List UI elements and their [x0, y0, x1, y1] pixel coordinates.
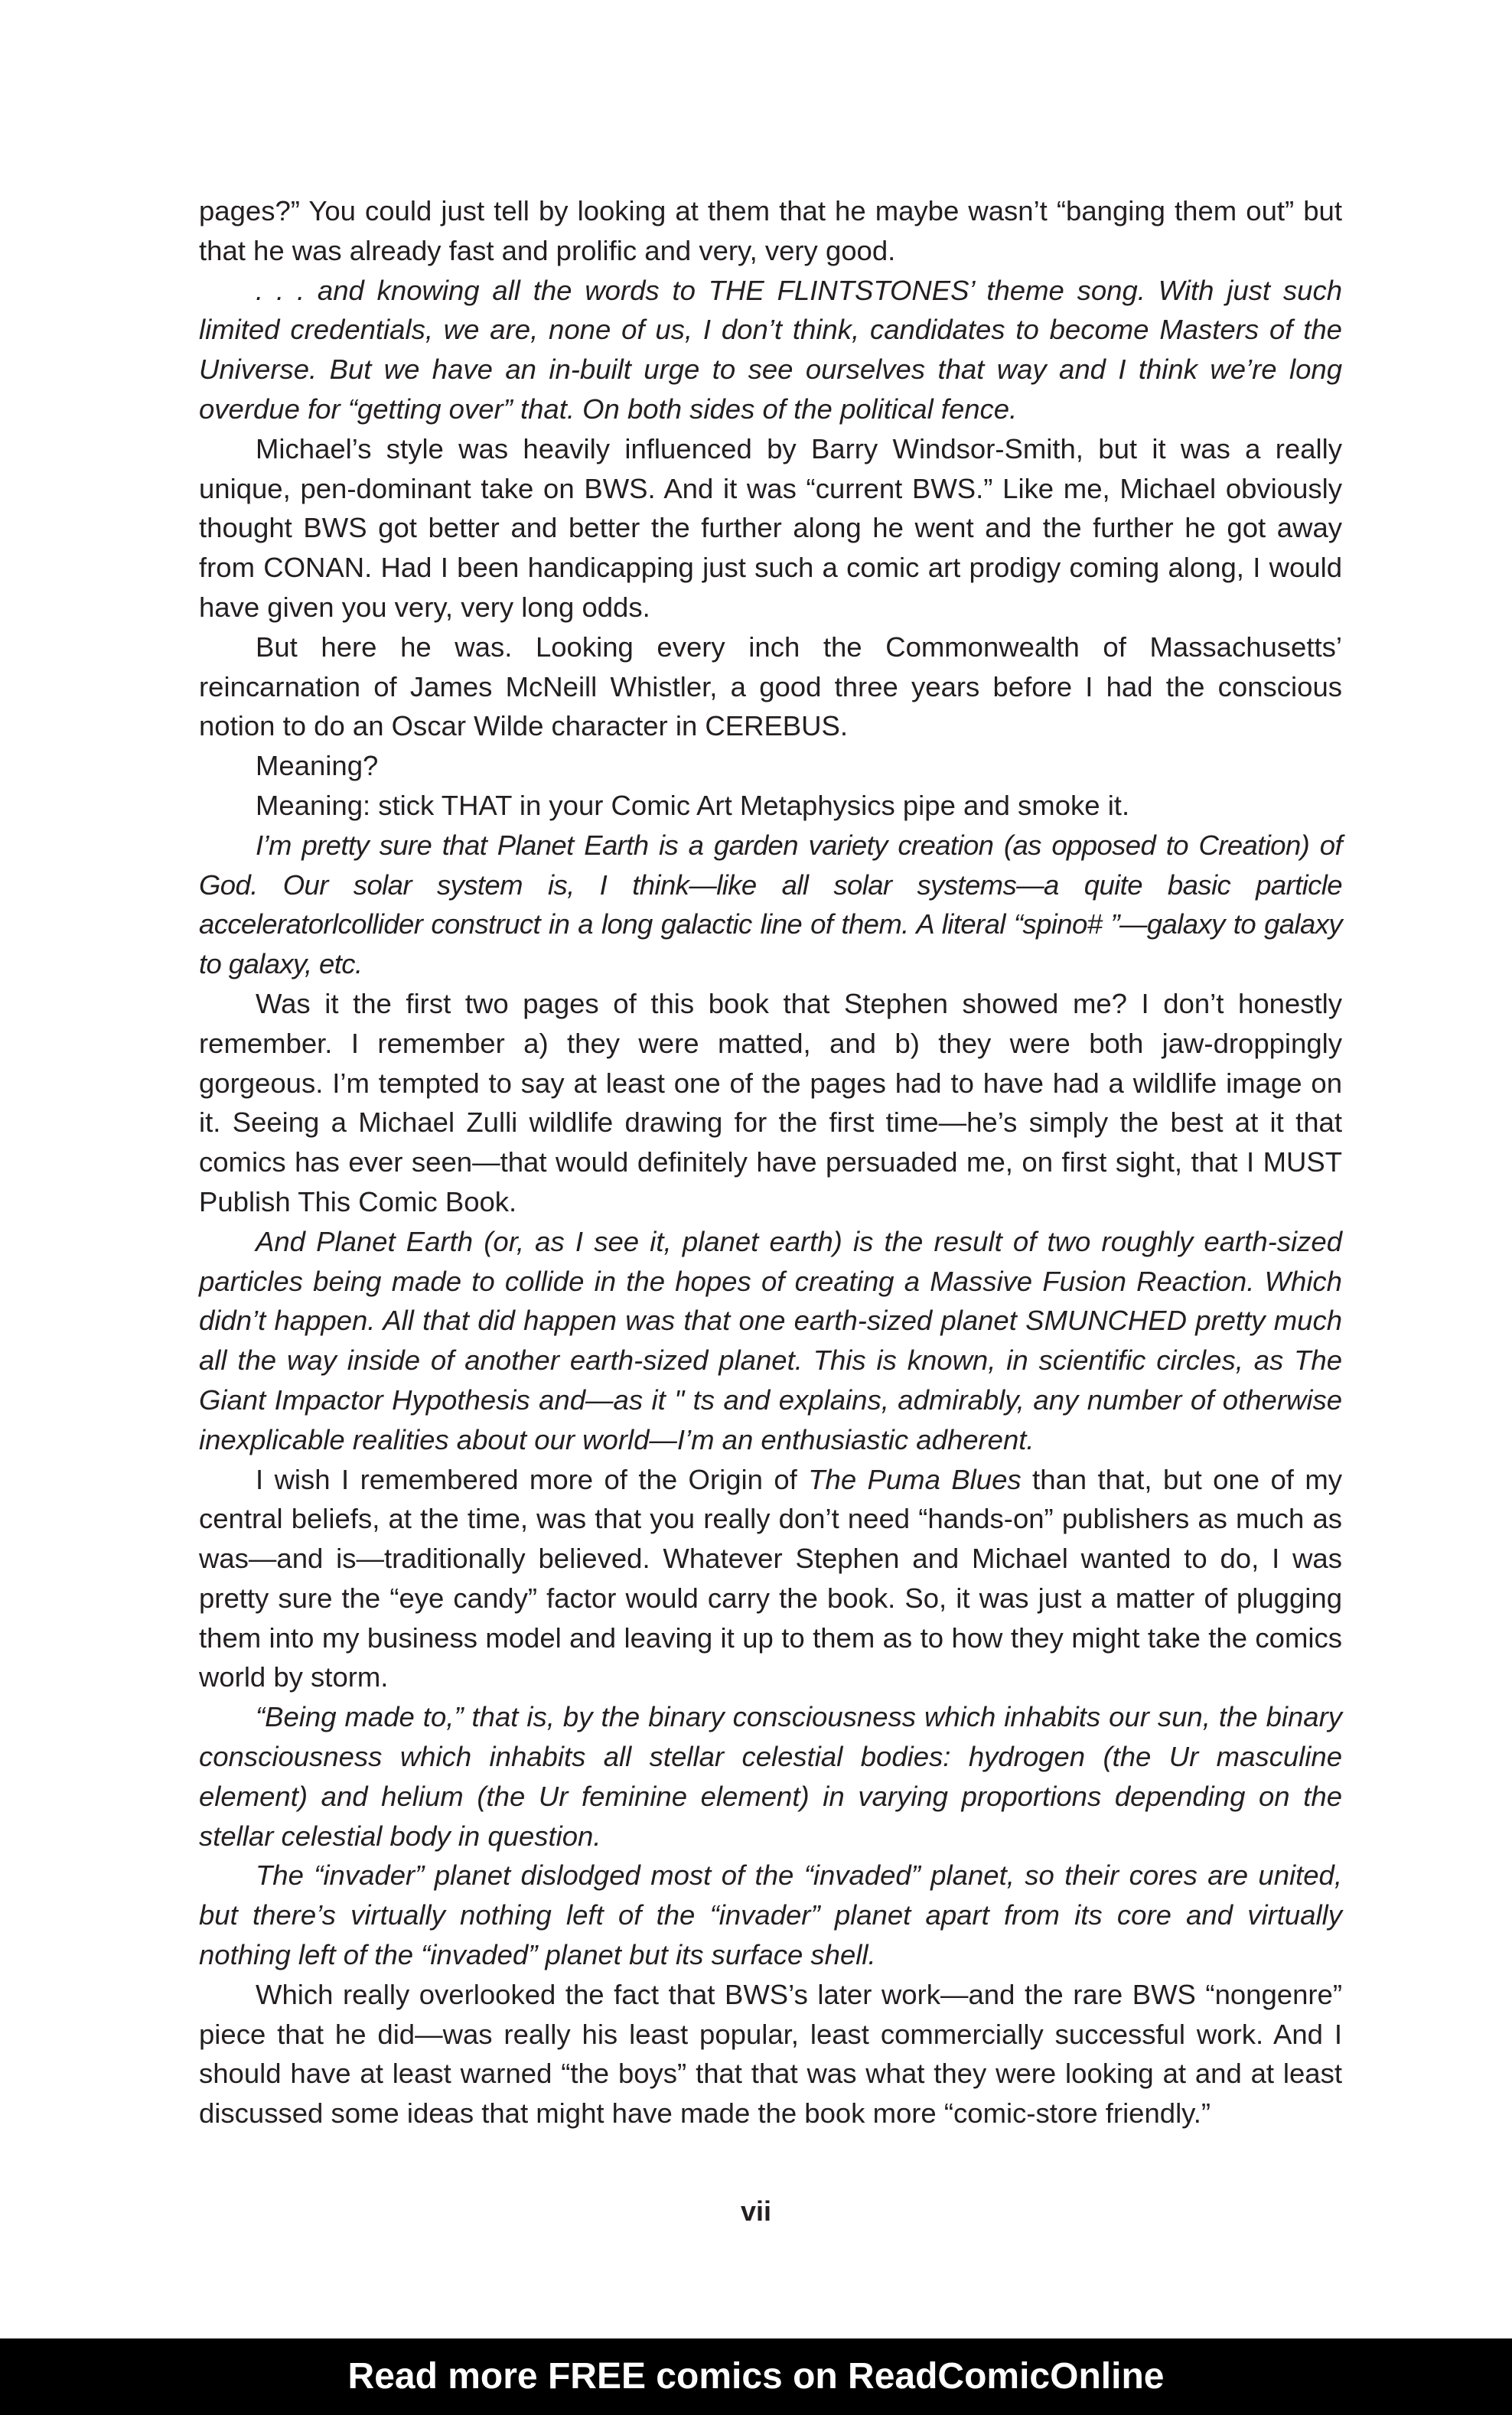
paragraph-6: Meaning: stick THAT in your Comic Art Metaphysics pipe and smoke it. — [256, 789, 1130, 821]
body-text — [199, 191, 1342, 2133]
book-title: The Puma Blues — [808, 1463, 1022, 1495]
paragraph-5: Meaning? — [256, 750, 379, 782]
paragraph-10-rest: than that, but one of my central beliefs, at the time, was that you really don’t need “hands-on” publishers as much as was—and is—traditionally believed. Whatever Stephen and Michael wanted to do, I was pretty sure the “eye candy” factor would carry the book. So, it was just a matter of plugging them into my business model and leaving it up to them as to how they might take the comics world by storm. — [199, 1463, 1342, 1693]
footer-banner-text[interactable]: Read more FREE comics on ReadComicOnline — [347, 2356, 1165, 2397]
paragraph-11-italic: “Being made to,” that is, by the binary consciousness which inhabits our sun, the binary consciousness which inhabits all stellar celestial bodies: hydrogen (the Ur masculine element) and helium (the Ur feminine element) in varying proportions depending on the stellar celestial body in question. — [199, 1701, 1342, 1852]
paragraph-3: Michael’s style was heavily influenced by Barry Windsor-Smith, but it was a really unique, pen-dominant take on BWS. And it was “current BWS.” Like me, Michael obviously thought BWS got better and better the further along he went and the further he got away from CONAN. Had I been handicapping just such a comic art prodigy coming along, I would have given you very, very long odds. — [199, 432, 1342, 623]
paragraph-13: Which really overlooked the fact that BWS’s later work—and the rare BWS “nongenre” piece that he did—was really his least popular, least commercially successful work. And I should have at least warned “the boys” that that was what they were looking at and at least discussed some ideas that might have made the book more “comic-store friendly.” — [199, 1978, 1342, 2130]
paragraph-2-italic: . . . and knowing all the words to THE FLINTSTONES’ theme song. With just such limited credentials, we are, none of us, I don’t think, candidates to become Masters of the Universe. But we have an in-built urge to see ourselves that way and I think we’re long overdue for “getting over” that. On both sides of the political fence. — [199, 274, 1342, 425]
paragraph-4: But here he was. Looking every inch the Commonwealth of Massachusetts’ reincarnation of James McNeill Whistler, a good three years before I had the conscious notion to do an Oscar Wilde character in CEREBUS. — [199, 631, 1342, 742]
paragraph-8: Was it the first two pages of this book that Stephen showed me? I don’t honestly remember. I remember a) they were matted, and b) they were both jaw-droppingly gorgeous. I’m tempted to say at least one of the pages had to have had a wildlife image on it. Seeing a Michael Zulli wildlife drawing for the first time—he’s simply the best at it that comics has ever seen—that would definitely have persuaded me, on first sight, that I MUST Publish This Comic Book. — [199, 987, 1342, 1217]
paragraph-1: pages?” You could just tell by looking at them that he maybe wasn’t “banging them out” but that he was already fast and prolific and very, very good. — [199, 195, 1342, 266]
page-number: vii — [740, 2195, 772, 2227]
paragraph-12-italic: The “invader” planet dislodged most of the “invaded” planet, so their cores are united, but there’s virtually nothing left of the “invader” planet apart from its core and virtually nothing left of the “invaded” planet but its surface shell. — [199, 1859, 1342, 1971]
footer-banner[interactable] — [0, 2338, 1512, 2415]
paragraph-9-italic: And Planet Earth (or, as I see it, planet earth) is the result of two roughly earth-sized particles being made to collide in the hopes of creating a Massive Fusion Reaction. Which didn’t happen. All that did happen was that one earth-sized planet SMUNCHED pretty much all the way inside of another earth-sized planet. This is known, in scientific circles, as The Giant Impactor Hypothesis and—as it " ts and explains, admirably, any number of otherwise inexplicable realities about our world—I’m an enthusiastic adherent. — [199, 1225, 1342, 1455]
paragraph-10 — [199, 1460, 1342, 1698]
paragraph-10-lead: I wish I remembered more of the Origin of — [256, 1463, 809, 1495]
paragraph-7-italic: I’m pretty sure that Planet Earth is a garden variety creation (as opposed to Creation) of God. Our solar system is, I think—like all solar systems—a quite basic particle acceleratorlcollider construct in a long galactic line of them. A literal “spino# ”—galaxy to galaxy to galaxy, etc. — [199, 829, 1342, 980]
